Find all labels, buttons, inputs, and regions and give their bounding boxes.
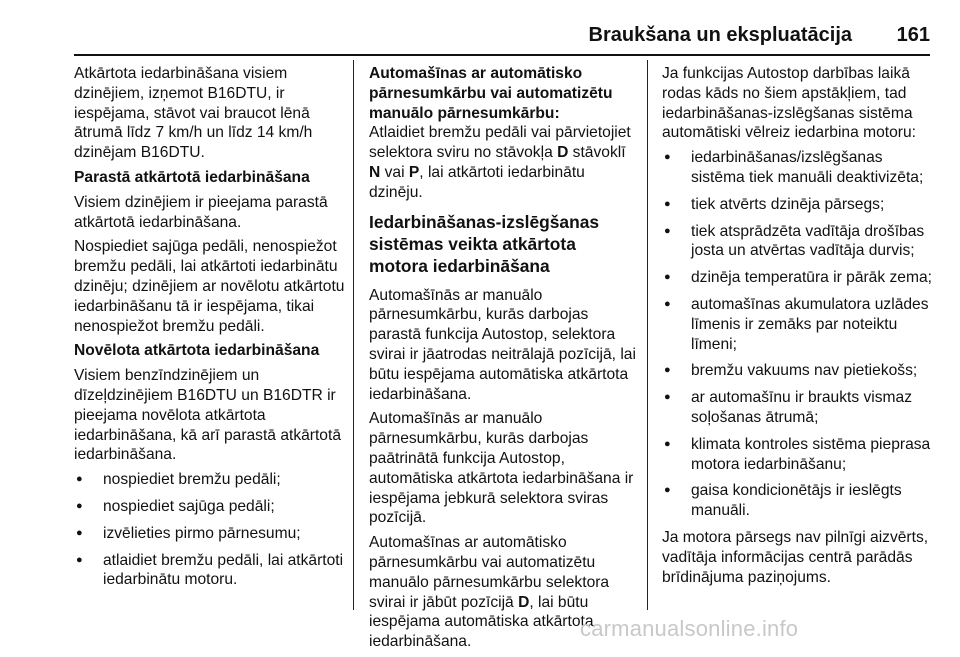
column-divider-2 [647,60,648,610]
automatic-transmission-text [369,123,637,202]
text-run: stāvoklī [568,144,626,162]
gear-d-label: D [518,593,530,611]
column-1 [74,64,348,597]
gear-d-label: D [557,144,569,162]
column-divider-1 [353,60,354,610]
watermark: carmanualsonline.info [580,616,799,641]
list-item: ● tiek atvērts dzinēja pārsegs; [662,195,934,215]
bonnet-warning-paragraph: Ja motora pārsegs nav pilnīgi aizvērts, vadītāja informācijas centrā parādās brīdinājuma paziņojums. [662,528,929,586]
list-item: ● izvēlieties pirmo pārnesumu; [74,524,348,544]
list-item: ● dzinēja temperatūra ir pārāk zema; [662,268,934,288]
text-run: Automašīnas ar automātisko pārnesumkārbu vai automatizētu manuālo pārnesumkārbu selektora svirai ir jābūt pozīcijā [369,534,610,611]
delayed-restart-heading: Novēlota atkārtota iedarbināšana [74,342,320,360]
automatic-transmission-heading: Automašīnas ar automātisko pārnesumkārbu vai automatizētu manuālo pārnesumkārbu: [369,65,613,122]
intro-paragraph: Atkārtota iedarbināšana visiem dzinējiem, izņemot B16DTU, ir iespējama, stāvot vai braucot lēnā ātrumā līdz 7 km/h un līdz 14 km/h dzinējam B16DTU. [74,65,313,162]
section-title: Braukšana un ekspluatācija [588,24,852,46]
list-item: ● atlaidiet bremžu pedāli, lai atkārtoti iedarbinātu motoru. [74,551,348,591]
list-item: ● bremžu vakuums nav pietiekošs; [662,361,934,381]
list-item: ● ar automašīnu ir braukts vismaz soļošanas ātrumā; [662,388,934,428]
list-item: ● iedarbināšanas/izslēgšanas sistēma tiek manuāli deaktivizēta; [662,148,934,188]
manual-accelerated-autostop-paragraph: Automašīnās ar manuālo pārnesumkārbu, kurās darbojas paātrinātā funkcija Autostop, automātiska atkārtota iedarbināšana ir iespējama jebkurā selektora sviras pozīcijā. [369,410,634,527]
normal-restart-text-2: Nospiediet sajūga pedāli, nenospiežot bremžu pedāli, lai atkārtoti iedarbinātu dzinēju; dzinējiem ar novēlotu atkārtotu iedarbināšanu tā ir iespējama, tikai nenospiežot bremžu pedāli. [74,238,345,335]
restart-steps-list [74,470,348,590]
list-item: ● nospiediet bremžu pedāli; [74,470,348,490]
list-item: ● klimata kontroles sistēma pieprasa motora iedarbināšanu; [662,435,934,475]
page-header [74,24,930,56]
manual-normal-autostop-paragraph: Automašīnās ar manuālo pārnesumkārbu, kurās darbojas parastā funkcija Autostop, selektora svirai ir jāatrodas neitrālajā pozīcijā, lai būtu iespējama automātiska atkārtota iedarbināšana. [369,286,636,403]
column-2 [369,64,637,657]
text-run: , lai būtu iespējama automātiska atkārtota iedarbināšana. [369,593,594,651]
gear-n-label: N [369,163,381,181]
header-rule [74,54,930,56]
column-3 [662,64,934,592]
list-item: ● gaisa kondicionētājs ir ieslēgts manuāli. [662,481,934,521]
page-number: 161 [896,24,930,46]
text-run: , lai atkārtoti iedarbinātu dzinēju. [369,163,585,201]
delayed-restart-text: Visiem benzīndzinējiem un dīzeļdzinējiem B16DTU un B16DTR ir pieejama novēlota atkārtota iedarbināšana, kā arī parastā atkārtotā iedarbināšana. [74,367,341,464]
normal-restart-heading: Parastā atkārtotā iedarbināšana [74,168,310,186]
section-heading: Iedarbināšanas-izslēgšanas sistēmas veikta atkārtota motora iedarbināšana [369,211,600,276]
conditions-list [662,148,934,521]
list-item: ● nospiediet sajūga pedāli; [74,497,348,517]
text-run: vai [380,163,409,181]
text-run: Atlaidiet bremžu pedāli vai pārvietojiet selektora sviru no stāvokļa [369,124,631,162]
list-item: ● tiek atsprādzēta vadītāja drošības josta un atvērtas vadītāja durvis; [662,222,934,262]
normal-restart-text: Visiem dzinējiem ir pieejama parastā atkārtotā iedarbināšana. [74,193,328,231]
list-item: ● automašīnas akumulatora uzlādes līmenis ir zemāks par noteiktu līmeni; [662,295,934,354]
conditions-intro: Ja funkcijas Autostop darbības laikā rodas kāds no šiem apstākļiem, tad iedarbināšanas-izslēgšanas sistēma automātiski vēlreiz iedarbina motoru: [662,65,916,142]
gear-p-label: P [408,163,420,181]
